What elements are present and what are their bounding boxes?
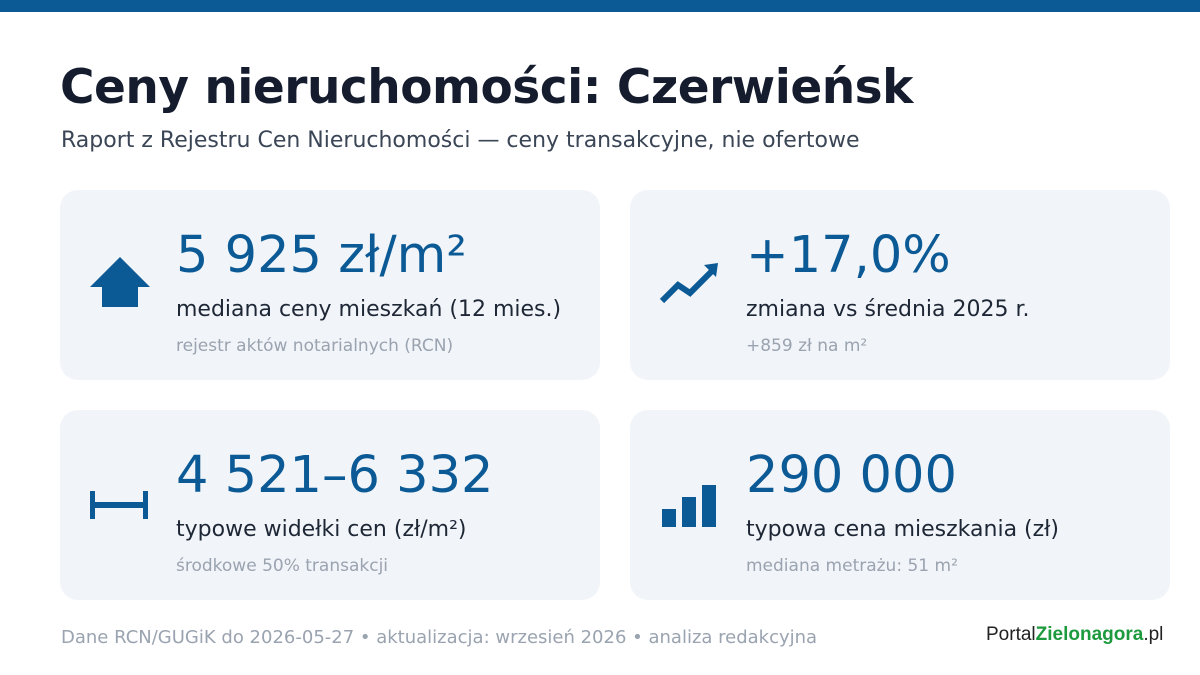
footer-source: Dane RCN/GUGiK do 2026-05-27 • aktualizacja: wrzesień 2026 • analiza redakcyjna [61, 627, 818, 648]
stat-note: +859 zł na m² [746, 336, 868, 356]
stat-label: mediana ceny mieszkań (12 mies.) [176, 297, 562, 322]
trend-up-icon [658, 253, 722, 317]
stat-label: typowa cena mieszkania (zł) [746, 517, 1060, 542]
stat-card-change [630, 190, 1170, 380]
logo-text-zielonagora: Zielonagora [1035, 624, 1144, 645]
house-icon [88, 253, 152, 317]
page-title: Ceny nieruchomości: Czerwieńsk [60, 60, 913, 115]
page-subtitle: Raport z Rejestru Cen Nieruchomości — ceny transakcyjne, nie ofertowe [61, 128, 860, 153]
stat-value: +17,0% [746, 226, 951, 285]
stat-label: typowe widełki cen (zł/m²) [176, 517, 467, 542]
stat-card-typical-price [630, 410, 1170, 600]
stat-card-price-range [60, 410, 600, 600]
stat-note: mediana metrażu: 51 m² [746, 556, 958, 576]
range-icon [88, 473, 152, 537]
logo-text-portal: Portal [986, 624, 1036, 645]
bar-chart-icon [658, 473, 722, 537]
stat-note: środkowe 50% transakcji [176, 556, 389, 576]
top-accent-bar [0, 0, 1200, 12]
logo-text-pl: .pl [1143, 624, 1164, 645]
stat-value: 5 925 zł/m² [176, 226, 467, 285]
portal-logo[interactable] [986, 624, 1164, 652]
stat-value: 290 000 [746, 446, 957, 505]
stat-value: 4 521–6 332 [176, 446, 494, 505]
stat-note: rejestr aktów notarialnych (RCN) [176, 336, 454, 356]
stat-card-median-price [60, 190, 600, 380]
stat-label: zmiana vs średnia 2025 r. [746, 297, 1030, 322]
